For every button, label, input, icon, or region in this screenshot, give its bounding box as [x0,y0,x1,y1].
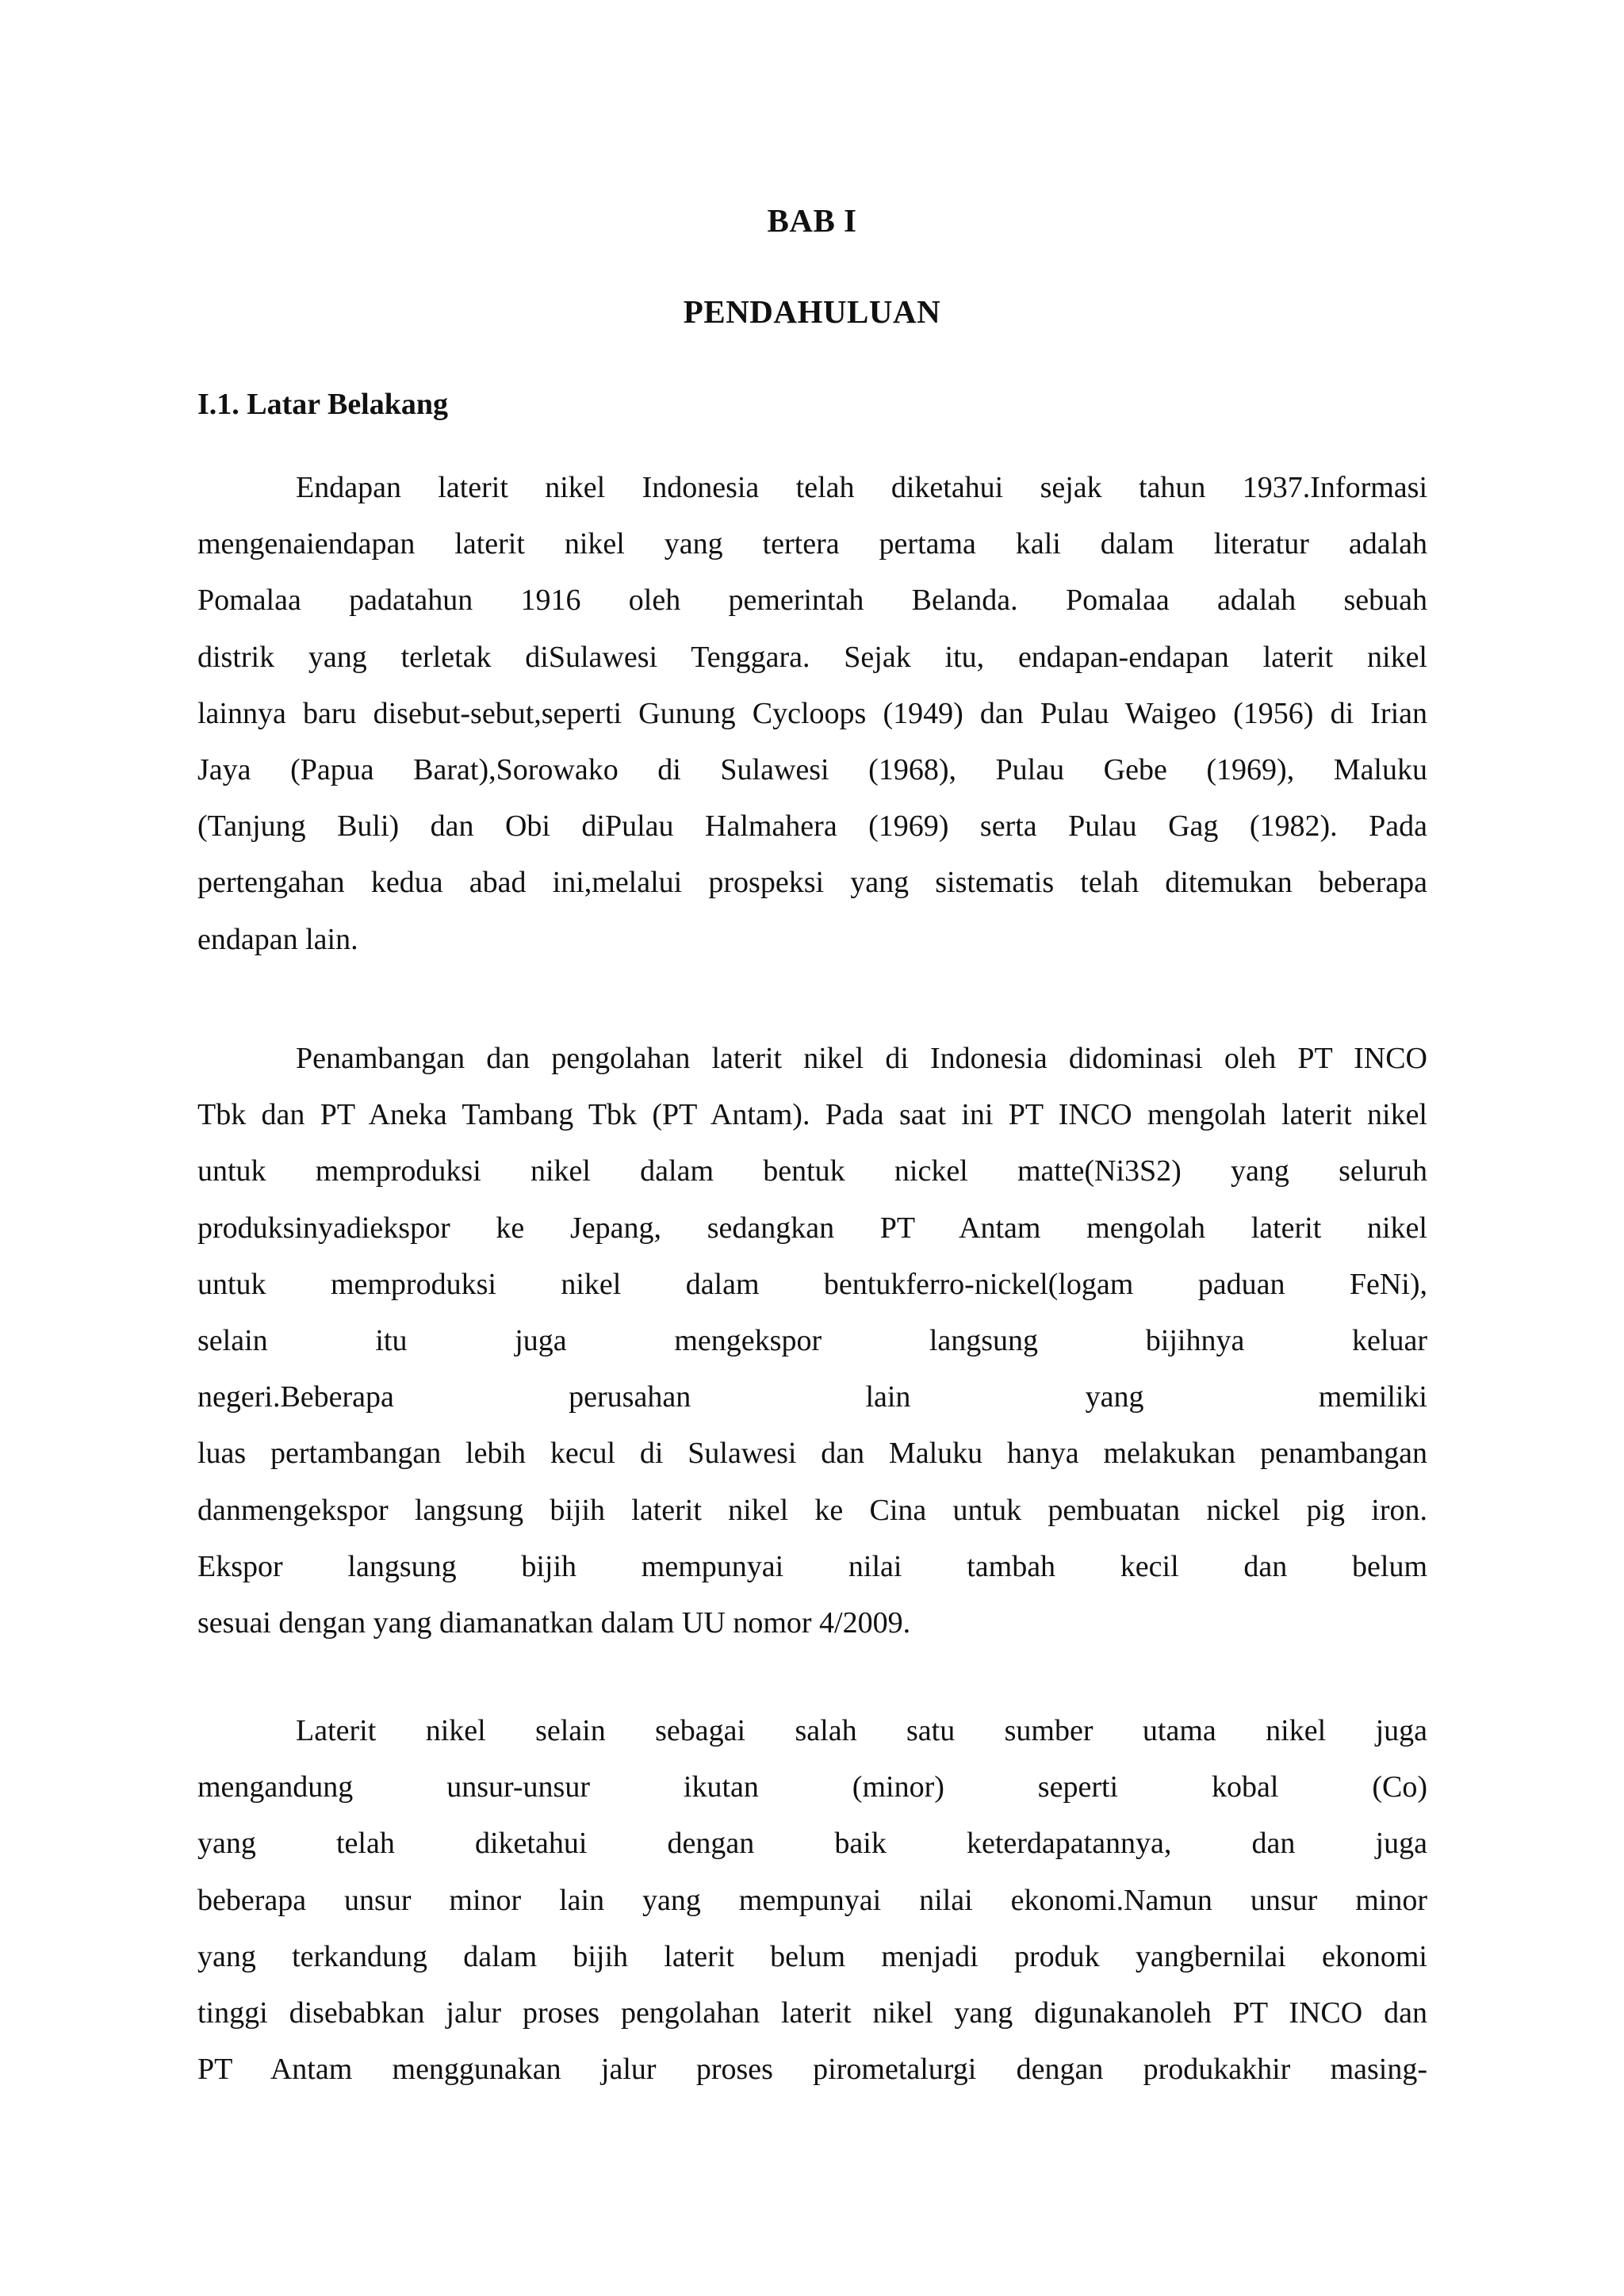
paragraph-line: Penambangan dan pengolahan laterit nikel di Indonesia didominasi oleh PT INCO [296,1042,1427,1075]
paragraph-line: sesuai dengan yang diamanatkan dalam UU nomor 4/2009. [197,1605,911,1640]
paragraph-line: untuk memproduksi nikel dalam bentukferro-nickel(logam paduan FeNi), [197,1267,1427,1301]
paragraph-line: Endapan laterit nikel Indonesia telah diketahui sejak tahun 1937.Informasi [296,471,1427,504]
paragraph-line: tinggi disebabkan jalur proses pengolahan laterit nikel yang digunakanoleh PT INCO dan [197,1996,1427,2030]
paragraph-line: Ekspor langsung bijih mempunyai nilai tambah kecil dan belum [197,1549,1427,1583]
paragraph-line: selain itu juga mengekspor langsung bijihnya keluar [197,1323,1427,1357]
paragraph-line: yang terkandung dalam bijih laterit belum menjadi produk yangbernilai ekonomi [197,1939,1427,1973]
paragraph-line: PT Antam menggunakan jalur proses pirometalurgi dengan produkakhir masing- [197,2053,1427,2087]
paragraph-line: Tbk dan PT Aneka Tambang Tbk (PT Antam). Pada saat ini PT INCO mengolah laterit nikel [197,1098,1427,1132]
paragraph-line: (Tanjung Buli) dan Obi diPulau Halmahera (1969) serta Pulau Gag (1982). Pada [197,809,1427,844]
paragraph-line: mengandung unsur-unsur ikutan (minor) seperti kobal (Co) [197,1770,1427,1804]
paragraph-line: produksinyadiekspor ke Jepang, sedangkan PT Antam mengolah laterit nikel [197,1211,1427,1245]
paragraph-line: mengenaiendapan laterit nikel yang tertera pertama kali dalam literatur adalah [197,527,1427,561]
paragraph-line: negeri.Beberapa perusahan lain yang memiliki [197,1380,1427,1414]
paragraph-line: Laterit nikel selain sebagai salah satu sumber utama nikel juga [296,1714,1427,1747]
paragraph-line: Pomalaa padatahun 1916 oleh pemerintah Belanda. Pomalaa adalah sebuah [197,584,1427,618]
paragraph-line: Jaya (Papua Barat),Sorowako di Sulawesi (1968), Pulau Gebe (1969), Maluku [197,752,1427,786]
paragraph-line: danmengekspor langsung bijih laterit nikel ke Cina untuk pembuatan nickel pig iron. [197,1493,1427,1527]
chapter-number: BAB I [767,202,857,239]
paragraph-line: luas pertambangan lebih kecul di Sulawesi dan Maluku hanya melakukan penambangan [197,1437,1427,1471]
paragraph-line: lainnya baru disebut-sebut,seperti Gunung Cycloops (1949) dan Pulau Waigeo (1956) di Irian [197,696,1427,730]
section-heading: I.1. Latar Belakang [197,388,449,421]
paragraph-line: endapan lain. [197,922,358,956]
paragraph-line: untuk memproduksi nikel dalam bentuk nickel matte(Ni3S2) yang seluruh [197,1154,1427,1188]
chapter-title: PENDAHULUAN [683,293,941,330]
paragraph-line: yang telah diketahui dengan baik keterdapatannya, dan juga [197,1827,1427,1861]
paragraph-line: beberapa unsur minor lain yang mempunyai nilai ekonomi.Namun unsur minor [197,1883,1427,1917]
paragraph-line: distrik yang terletak diSulawesi Tenggara. Sejak itu, endapan-endapan laterit nikel [197,640,1427,674]
paragraph-2 [197,1031,1427,1651]
paragraph-3 [197,1703,1427,2098]
paragraph-line: pertengahan kedua abad ini,melalui prospeksi yang sistematis telah ditemukan beberapa [197,866,1427,900]
paragraph-1 [197,460,1427,968]
